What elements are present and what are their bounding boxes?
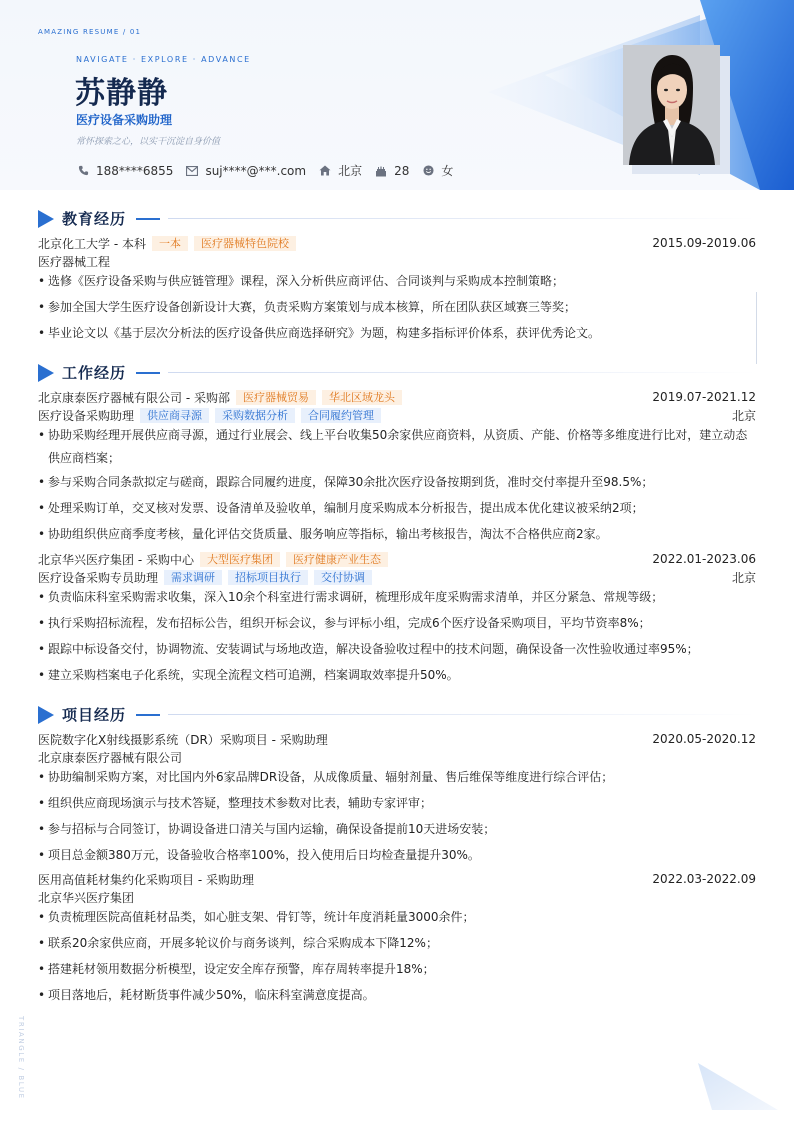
work-role-row	[38, 569, 756, 585]
work-bullet: • 建立采购档案电子化系统，实现全流程文档可追溯，档案调取效率提升50%。	[38, 664, 756, 686]
section-work-title	[38, 362, 756, 383]
project-bullet: • 项目总金额380万元，设备验收合格率100%，投入使用后日均检查量提升30%。	[38, 844, 756, 866]
motto: 常怀探索之心，以实干沉淀自身价值	[76, 137, 221, 147]
smile-icon	[422, 165, 434, 177]
email-value: suj****@***.com	[205, 163, 307, 178]
work-skill: 交付协调	[314, 570, 372, 585]
project-bullet: • 项目落地后，耗材断货事件减少50%，临床科室满意度提高。	[38, 984, 756, 1006]
work-company: 北京康泰医疗器械有限公司 - 采购部	[38, 390, 230, 405]
work-role: 医疗设备采购专员助理	[38, 570, 159, 585]
education-major: 医疗器械工程	[38, 255, 111, 269]
resume-kicker: NAVIGATE · EXPLORE · ADVANCE	[76, 55, 251, 64]
work-tag: 医疗健康产业生态	[286, 552, 388, 567]
work-skill: 合同履约管理	[301, 408, 381, 423]
section-work-label: 工作经历	[62, 364, 127, 382]
education-header-row	[38, 235, 756, 251]
work-company: 北京华兴医疗集团 - 采购中心	[38, 552, 194, 567]
age-value: 28	[394, 163, 410, 178]
project-org: 北京康泰医疗器械有限公司	[38, 751, 183, 765]
work-bullet: • 负责临床科室采购需求收集，深入10余个科室进行需求调研，梳理形成年度采购需求清单，并区分紧急、常规等级；	[38, 586, 756, 608]
work-bullet: • 跟踪中标设备交付，协调物流、安装调试与场地改造，解决设备验收过程中的技术问题，确保设备一次性验收通过率95%；	[38, 638, 756, 660]
contact-list	[77, 162, 466, 179]
work-skill: 采购数据分析	[215, 408, 295, 423]
contact-phone	[77, 164, 173, 178]
work-tag: 华北区域龙头	[322, 390, 402, 405]
work-date: 2022.01-2023.06	[652, 552, 756, 566]
phone-value: 188****6855	[96, 163, 174, 178]
work-bullet-continued: 供应商档案；	[48, 451, 121, 465]
section-dash	[136, 714, 160, 716]
work-date: 2019.07-2021.12	[652, 390, 756, 404]
section-dash	[136, 372, 160, 374]
work-bullet: • 处理采购订单，交叉核对发票、设备清单及验收单，编制月度采购成本分析报告，提出成本优化建议被采纳2项；	[38, 497, 756, 519]
work-tag: 大型医疗集团	[200, 552, 280, 567]
section-dash	[136, 218, 160, 220]
education-tag: 一本	[152, 236, 188, 251]
project-bullet: • 联系20余家供应商，开展多轮议价与商务谈判，综合采购成本下降12%；	[38, 932, 756, 954]
section-project-label: 项目经历	[62, 706, 127, 724]
section-education-title	[38, 208, 756, 229]
home-icon	[319, 165, 331, 177]
section-rule	[168, 372, 756, 373]
project-name: 医用高值耗材集约化采购项目 - 采购助理	[38, 872, 254, 887]
resume-header	[0, 0, 794, 190]
job-title: 医疗设备采购助理	[76, 113, 173, 127]
education-bullet: • 参加全国大学生医疗设备创新设计大赛，负责采购方案策划与成本核算，所在团队获区域赛三等奖；	[38, 296, 756, 318]
contact-location	[319, 162, 362, 179]
profile-photo	[623, 45, 720, 165]
mail-icon	[186, 165, 198, 177]
triangle-marker-icon	[38, 210, 54, 228]
work-bullet: • 协助组织供应商季度考核，量化评估交货质量、服务响应等指标，输出考核报告，淘汰不合格供应商2家。	[38, 523, 756, 545]
work-bullet: • 协助采购经理开展供应商寻源，通过行业展会、线上平台收集50余家供应商资料，从资质、产能、价格等多维度进行比对，建立动态	[38, 424, 756, 446]
triangle-marker-icon	[38, 364, 54, 382]
candidate-name: 苏静静	[75, 76, 168, 111]
work-role-row	[38, 407, 756, 423]
contact-email	[186, 164, 306, 178]
education-date: 2015.09-2019.06	[652, 236, 756, 250]
project-date: 2022.03-2022.09	[652, 872, 756, 886]
section-rule	[168, 714, 756, 715]
work-bullet: • 执行采购招标流程，发布招标公告，组织开标会议，参与评标小组，完成6个医疗设备采购项目，平均节资率8%；	[38, 612, 756, 634]
project-org: 北京华兴医疗集团	[38, 891, 135, 905]
section-education-label: 教育经历	[62, 210, 127, 228]
side-divider	[756, 292, 757, 364]
work-bullet: • 参与采购合同条款拟定与磋商，跟踪合同履约进度，保障30余批次医疗设备按期到货，准时交付率提升至98.5%；	[38, 471, 756, 493]
education-tag: 医疗器械特色院校	[194, 236, 296, 251]
contact-age	[375, 164, 409, 178]
work-location: 北京	[731, 570, 756, 585]
contact-gender	[422, 162, 453, 179]
resume-kicker-small: AMAZING RESUME / 01	[38, 28, 142, 36]
work-header-row	[38, 551, 756, 567]
project-bullet: • 协助编制采购方案，对比国内外6家品牌DR设备，从成像质量、辐射剂量、售后维保等维度进行综合评估；	[38, 766, 756, 788]
project-name: 医院数字化X射线摄影系统（DR）采购项目 - 采购助理	[38, 732, 328, 747]
phone-icon	[77, 165, 89, 177]
work-location: 北京	[731, 408, 756, 423]
project-bullet: • 组织供应商现场演示与技术答疑，整理技术参数对比表，辅助专家评审；	[38, 792, 756, 814]
project-header-row	[38, 731, 756, 747]
project-bullet: • 参与招标与合同签订，协调设备进口清关与国内运输，确保设备提前10天进场安装；	[38, 818, 756, 840]
work-role: 医疗设备采购助理	[38, 408, 135, 423]
cake-icon	[375, 165, 387, 177]
education-school: 北京化工大学 - 本科	[38, 236, 146, 251]
education-bullet: • 毕业论文以《基于层次分析法的医疗设备供应商选择研究》为题，构建多指标评价体系，获评优秀论文。	[38, 322, 756, 344]
triangle-marker-icon	[38, 706, 54, 724]
footer-triangle-decoration	[690, 1060, 790, 1115]
work-tag: 医疗器械贸易	[236, 390, 316, 405]
project-bullet: • 负责梳理医院高值耗材品类，如心脏支架、骨钉等，统计年度消耗量3000余件；	[38, 906, 756, 928]
work-skill: 供应商寻源	[140, 408, 209, 423]
section-rule	[168, 218, 756, 219]
project-header-row	[38, 871, 756, 887]
side-vertical-text: TRIANGLE / BLUE	[17, 1016, 25, 1100]
education-bullet: • 选修《医疗设备采购与供应链管理》课程，深入分析供应商评估、合同谈判与采购成本控制策略；	[38, 270, 756, 292]
gender-value: 女	[441, 164, 454, 178]
project-date: 2020.05-2020.12	[652, 732, 756, 746]
project-bullet: • 搭建耗材领用数据分析模型，设定安全库存预警，库存周转率提升18%；	[38, 958, 756, 980]
work-header-row	[38, 389, 756, 405]
work-skill: 招标项目执行	[228, 570, 308, 585]
section-project-title	[38, 704, 756, 725]
work-skill: 需求调研	[164, 570, 222, 585]
location-value: 北京	[338, 164, 363, 178]
